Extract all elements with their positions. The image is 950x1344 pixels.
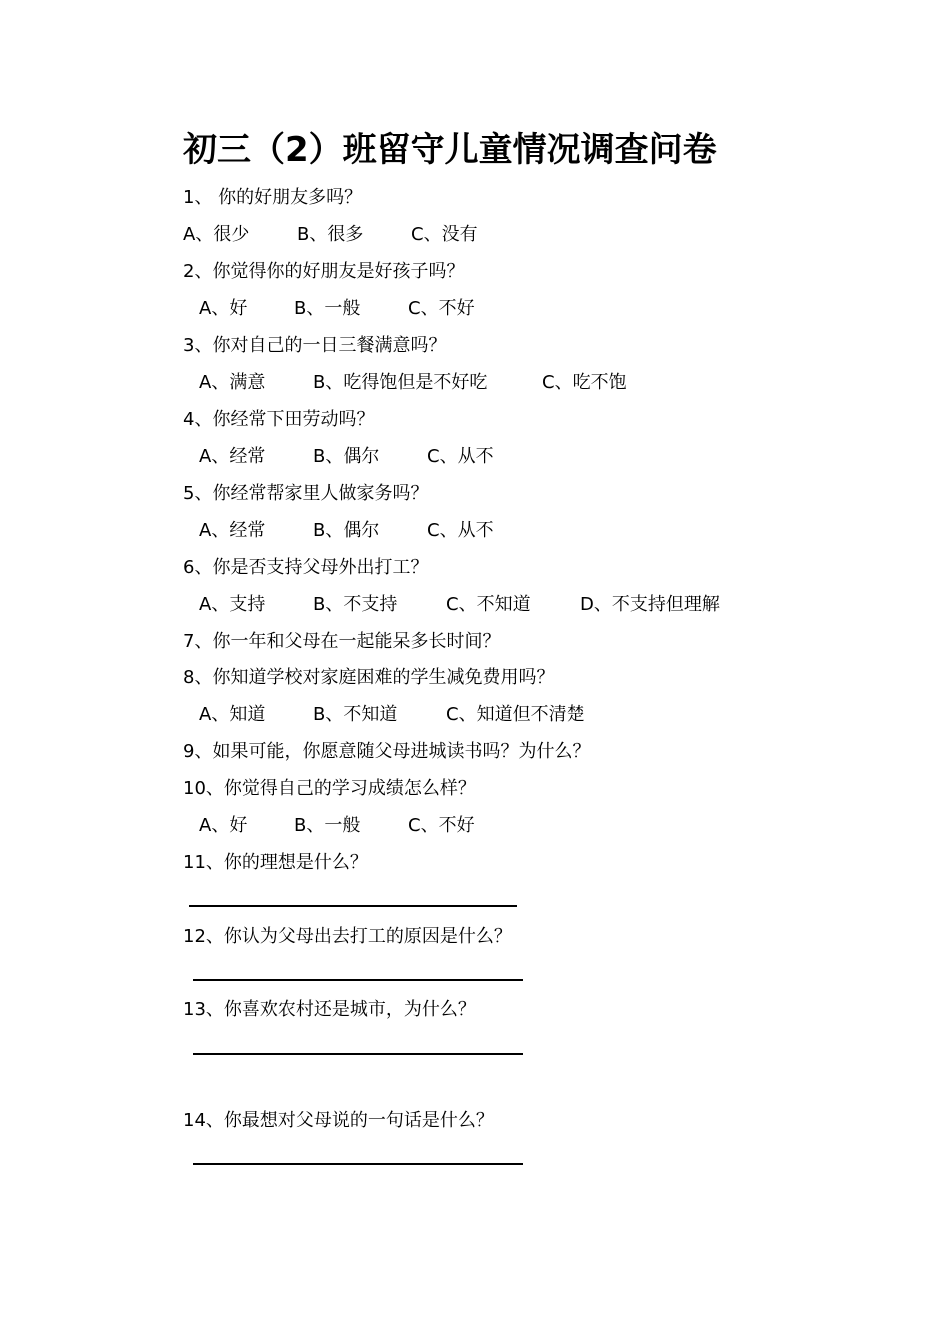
option-3b: B、吃得饱但是不好吃 xyxy=(313,372,488,393)
options-row-1 xyxy=(183,223,583,247)
options-row-5 xyxy=(199,519,599,543)
answer-line-11[interactable] xyxy=(189,905,517,907)
option-10c: C、不好 xyxy=(408,815,475,836)
question-11: 11、你的理想是什么？ xyxy=(183,852,368,873)
question-6: 6、你是否支持父母外出打工？ xyxy=(183,557,429,578)
option-2c: C、不好 xyxy=(408,298,475,319)
page-title: 初三（2）班留守儿童情况调查问卷 xyxy=(183,130,717,170)
option-6a: A、支持 xyxy=(199,594,266,615)
option-4c: C、从不 xyxy=(427,446,494,467)
option-4b: B、偶尔 xyxy=(313,446,380,467)
answer-line-14[interactable] xyxy=(193,1163,523,1165)
option-3c: C、吃不饱 xyxy=(542,372,627,393)
question-13: 13、你喜欢农村还是城市，为什么？ xyxy=(183,999,476,1020)
options-row-6 xyxy=(199,593,759,617)
answer-line-13[interactable] xyxy=(193,1053,523,1055)
option-2b: B、一般 xyxy=(294,298,361,319)
option-3a: A、满意 xyxy=(199,372,266,393)
option-8c: C、知道但不清楚 xyxy=(446,704,585,725)
question-3: 3、你对自己的一日三餐满意吗？ xyxy=(183,335,447,356)
option-6d: D、不支持但理解 xyxy=(580,594,720,615)
question-14: 14、你最想对父母说的一句话是什么？ xyxy=(183,1110,494,1131)
options-row-4 xyxy=(199,445,599,469)
question-2: 2、你觉得你的好朋友是好孩子吗？ xyxy=(183,261,465,282)
option-4a: A、经常 xyxy=(199,446,266,467)
question-9: 9、如果可能，你愿意随父母进城读书吗？为什么？ xyxy=(183,741,591,762)
options-row-3 xyxy=(199,371,699,395)
option-10a: A、好 xyxy=(199,815,248,836)
option-6c: C、不知道 xyxy=(446,594,531,615)
option-5b: B、偶尔 xyxy=(313,520,380,541)
options-row-10 xyxy=(199,814,599,838)
question-10: 10、你觉得自己的学习成绩怎么样？ xyxy=(183,778,476,799)
option-10b: B、一般 xyxy=(294,815,361,836)
question-12: 12、你认为父母出去打工的原因是什么？ xyxy=(183,926,512,947)
option-5a: A、经常 xyxy=(199,520,266,541)
question-5: 5、你经常帮家里人做家务吗？ xyxy=(183,483,429,504)
question-8: 8、你知道学校对家庭困难的学生减免费用吗？ xyxy=(183,667,555,688)
answer-line-12[interactable] xyxy=(193,979,523,981)
option-1c: C、没有 xyxy=(411,224,478,245)
options-row-8 xyxy=(199,703,659,727)
question-4: 4、你经常下田劳动吗？ xyxy=(183,409,375,430)
question-7: 7、你一年和父母在一起能呆多长时间？ xyxy=(183,631,501,652)
option-5c: C、从不 xyxy=(427,520,494,541)
option-1b: B、很多 xyxy=(297,224,364,245)
question-1: 1、 你的好朋友多吗？ xyxy=(183,187,363,208)
option-6b: B、不支持 xyxy=(313,594,398,615)
option-1a: A、很少 xyxy=(183,224,250,245)
option-2a: A、好 xyxy=(199,298,248,319)
option-8a: A、知道 xyxy=(199,704,266,725)
options-row-2 xyxy=(199,297,599,321)
option-8b: B、不知道 xyxy=(313,704,398,725)
